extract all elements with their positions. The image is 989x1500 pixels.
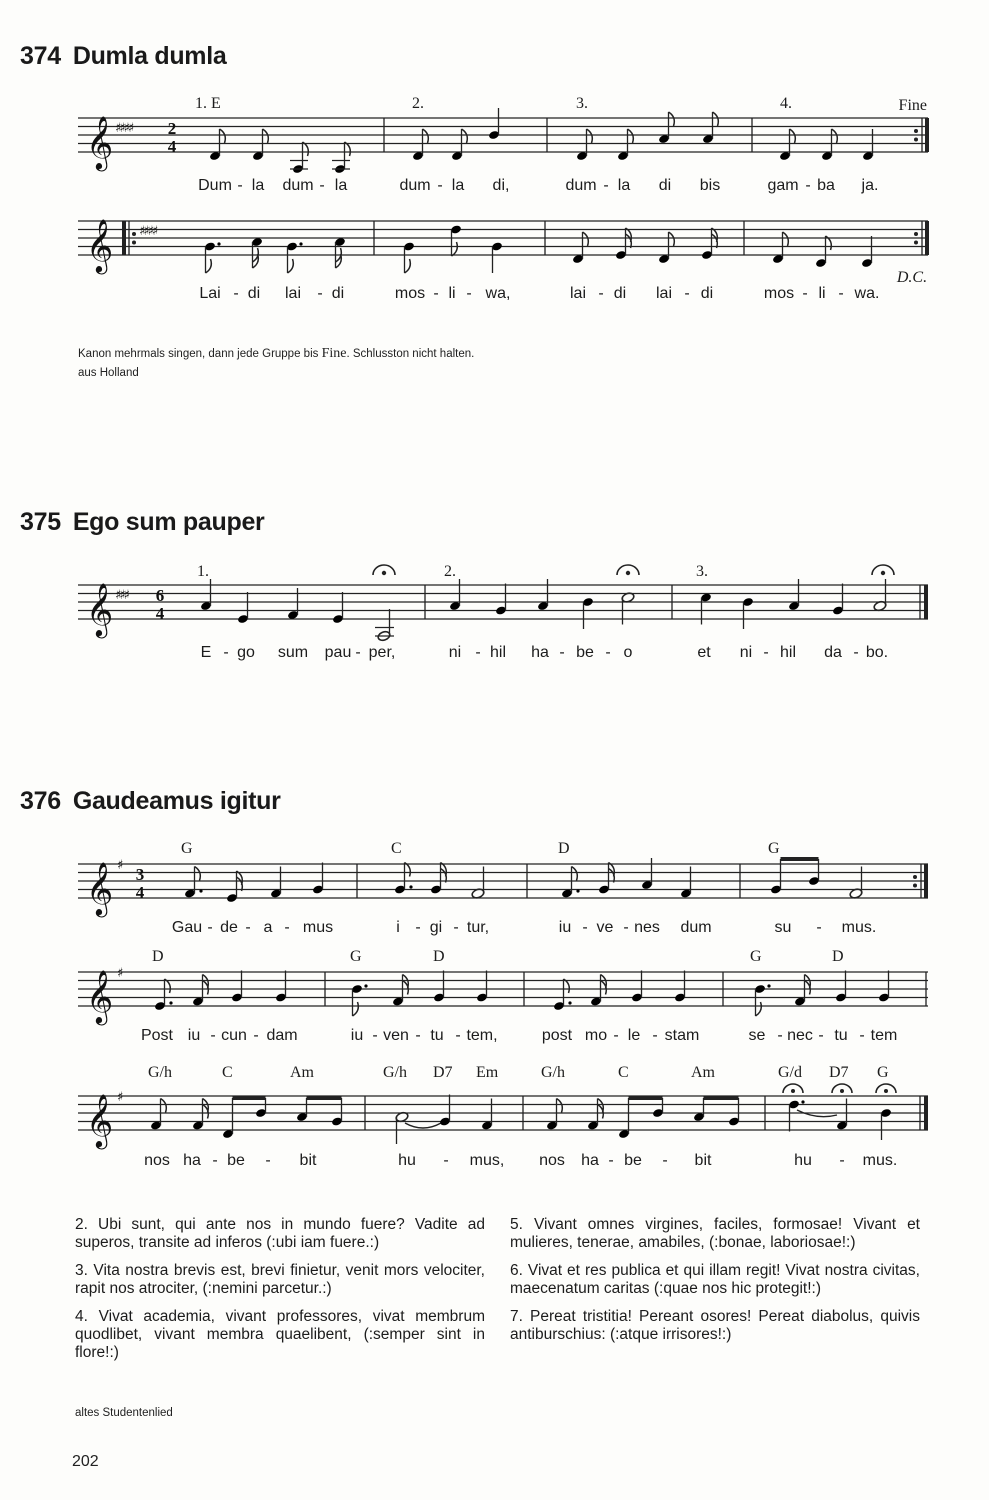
treble-clef-icon: 𝄞: [86, 115, 114, 169]
svg-text:-: -: [613, 1027, 619, 1044]
dc-marking: D.C.: [896, 269, 928, 286]
svg-text:-: -: [608, 1152, 614, 1169]
svg-text:i: i: [396, 919, 400, 936]
svg-text:di,: di,: [492, 177, 510, 194]
svg-text:C: C: [222, 1064, 233, 1081]
svg-text:hu: hu: [794, 1152, 812, 1169]
notes-374-2: [204, 224, 873, 273]
svg-text:-: -: [816, 919, 822, 936]
svg-text:-: -: [223, 644, 229, 661]
svg-text:di: di: [700, 285, 714, 302]
canon-entry-2: 2.: [412, 95, 424, 112]
svg-text:ha: ha: [581, 1152, 599, 1169]
svg-text:-: -: [838, 285, 844, 302]
canon-entry-4: 4.: [780, 95, 792, 112]
svg-text:-: -: [453, 919, 459, 936]
svg-text:-: -: [253, 1027, 259, 1044]
lyrics-375: [201, 644, 888, 661]
svg-text:-: -: [839, 1152, 845, 1169]
verse-4: 4. Vivat academia, vivant professores, vivat membrum quodlibet, vivant membra quaelibent, (:semper sint in flore!:): [75, 1308, 485, 1361]
svg-text:-: -: [605, 644, 611, 661]
svg-text:-: -: [684, 285, 690, 302]
canon-entry-2: 2.: [444, 563, 456, 580]
svg-text:-: -: [818, 1027, 824, 1044]
svg-text:de: de: [220, 919, 238, 936]
svg-text:mus.: mus.: [841, 919, 877, 936]
svg-text:D7: D7: [829, 1064, 849, 1081]
svg-text:sum: sum: [277, 644, 309, 661]
time-sig-top: 2: [167, 119, 177, 138]
svg-text:le: le: [627, 1027, 641, 1044]
verses-left-column: [75, 1216, 485, 1372]
svg-text:D: D: [433, 948, 445, 965]
svg-text:D: D: [832, 948, 844, 965]
svg-text:G/h: G/h: [383, 1064, 407, 1081]
svg-text:-: -: [853, 644, 859, 661]
svg-text:be: be: [624, 1152, 642, 1169]
svg-text:la: la: [334, 177, 348, 194]
svg-text:lai: lai: [569, 285, 587, 302]
score-gaudeamus-igitur: [0, 835, 989, 1180]
svg-text:et: et: [697, 644, 711, 661]
lyrics-376-1: [172, 919, 876, 936]
chords-376-2: [152, 948, 844, 965]
svg-text:Am: Am: [691, 1064, 715, 1081]
svg-text:-: -: [433, 285, 439, 302]
performance-instruction: Kanon mehrmals singen, dann jede Gruppe bis Fine. Schlusston nicht halten.: [78, 346, 475, 361]
staff-374-1: [78, 118, 928, 152]
svg-text:per,: per,: [368, 644, 396, 661]
song-title-374: 374 Dumla dumla: [20, 42, 227, 70]
svg-text:bo.: bo.: [865, 644, 889, 661]
svg-text:bis: bis: [699, 177, 721, 194]
svg-text:-: -: [237, 177, 243, 194]
chords-376-1: [181, 840, 780, 857]
svg-text:ha: ha: [183, 1152, 201, 1169]
song-title-375: 375 Ego sum pauper: [20, 508, 265, 536]
svg-text:tem,: tem,: [466, 1027, 498, 1044]
svg-text:-: -: [559, 644, 565, 661]
svg-text:D: D: [152, 948, 164, 965]
svg-text:ven: ven: [383, 1027, 409, 1044]
svg-text:di: di: [331, 285, 345, 302]
svg-text:hu: hu: [398, 1152, 416, 1169]
svg-text:di: di: [658, 177, 672, 194]
verse-5: 5. Vivant omnes virgines, faciles, formosae! Vivant et mulieres, tenerae, amabiles, (:bonae, laboriosae!:): [510, 1216, 920, 1251]
svg-text:ja.: ja.: [861, 177, 879, 194]
svg-text:su: su: [774, 919, 792, 936]
svg-text:bit: bit: [694, 1152, 712, 1169]
svg-text:-: -: [763, 644, 769, 661]
lyrics-376-3: [144, 1152, 897, 1169]
svg-text:-: -: [623, 919, 629, 936]
svg-text:-: -: [662, 1152, 668, 1169]
svg-text:-: -: [210, 1027, 216, 1044]
svg-text:-: -: [582, 919, 588, 936]
verse-2: 2. Ubi sunt, qui ante nos in mundo fuere? Vadite ad superos, transite ad inferos (:ubi iam fuere.:): [75, 1216, 485, 1251]
verse-7: 7. Pereat tristitia! Pereant osores! Pereat diabolus, quivis antiburschius: (:atque irrisores!:): [510, 1308, 920, 1343]
svg-text:-: -: [372, 1027, 378, 1044]
svg-text:li: li: [818, 285, 826, 302]
svg-text:-: -: [245, 919, 251, 936]
verse-6: 6. Vivat et res publica et qui illam regit! Vivat nostra civitas, maecenatum caritas (:quae nos hic protegit!:): [510, 1262, 920, 1297]
svg-text:da: da: [824, 644, 842, 661]
svg-text:tu: tu: [834, 1027, 848, 1044]
time-sig-bottom: 4: [167, 137, 177, 156]
svg-text:la: la: [251, 177, 265, 194]
svg-text:G/h: G/h: [148, 1064, 172, 1081]
svg-text:-: -: [207, 919, 213, 936]
svg-text:D: D: [558, 840, 570, 857]
svg-text:iu: iu: [350, 1027, 364, 1044]
key-signature: ♯♯♯♯: [115, 121, 133, 136]
svg-text:nec: nec: [787, 1027, 813, 1044]
svg-text:G: G: [350, 948, 362, 965]
svg-text:lai: lai: [284, 285, 302, 302]
svg-text:-: -: [603, 177, 609, 194]
notes-376-3: [150, 1095, 892, 1145]
svg-text:bit: bit: [299, 1152, 317, 1169]
time-sig-bottom: 4: [135, 883, 145, 902]
treble-clef-icon: 𝄞: [86, 969, 114, 1023]
svg-text:-: -: [319, 177, 325, 194]
treble-clef-icon: 𝄞: [86, 582, 114, 636]
score-ego-sum-pauper: [0, 555, 989, 675]
svg-text:-: -: [859, 1027, 865, 1044]
svg-text:nos: nos: [539, 1152, 565, 1169]
time-sig-bottom: 4: [155, 604, 165, 623]
svg-text:be: be: [227, 1152, 245, 1169]
svg-text:nes: nes: [634, 919, 660, 936]
svg-text:tur,: tur,: [466, 919, 490, 936]
svg-text:Lai: Lai: [199, 285, 221, 302]
svg-text:-: -: [317, 285, 323, 302]
svg-text:Am: Am: [290, 1064, 314, 1081]
svg-text:ni: ni: [739, 644, 753, 661]
svg-text:mus,: mus,: [469, 1152, 505, 1169]
fine-marking: Fine: [898, 97, 927, 114]
svg-text:post: post: [541, 1027, 573, 1044]
svg-text:lai: lai: [655, 285, 673, 302]
svg-text:di: di: [613, 285, 627, 302]
canon-entry-3: 3.: [696, 563, 708, 580]
svg-text:D7: D7: [433, 1064, 453, 1081]
svg-text:-: -: [652, 1027, 658, 1044]
svg-text:se: se: [748, 1027, 766, 1044]
svg-text:C: C: [618, 1064, 629, 1081]
canon-entry-1: 1. E: [195, 95, 221, 112]
svg-text:-: -: [805, 177, 811, 194]
svg-text:la: la: [451, 177, 465, 194]
svg-text:wa.: wa.: [854, 285, 880, 302]
svg-text:dum: dum: [282, 177, 314, 194]
svg-text:G: G: [768, 840, 780, 857]
svg-text:di: di: [247, 285, 261, 302]
song-origin-374: aus Holland: [78, 367, 139, 379]
svg-text:mus.: mus.: [862, 1152, 898, 1169]
svg-text:-: -: [475, 644, 481, 661]
svg-text:ni: ni: [448, 644, 462, 661]
svg-text:hil: hil: [779, 644, 797, 661]
score-dumla-dumla: [0, 90, 989, 320]
staff-376-1: [78, 864, 928, 898]
svg-text:-: -: [415, 1027, 421, 1044]
page-number: 202: [72, 1453, 99, 1470]
svg-text:ve: ve: [596, 919, 614, 936]
key-signature: ♯♯♯: [115, 588, 128, 603]
svg-text:stam: stam: [664, 1027, 700, 1044]
chords-376-3: [148, 1064, 889, 1081]
svg-text:be: be: [576, 644, 594, 661]
svg-text:mo: mo: [584, 1027, 608, 1044]
svg-text:-: -: [777, 1027, 783, 1044]
staff-375: [78, 585, 928, 619]
svg-text:gam: gam: [767, 177, 799, 194]
svg-text:li: li: [448, 285, 456, 302]
svg-text:-: -: [355, 644, 361, 661]
lyrics-374-2: [199, 285, 879, 302]
svg-text:cun: cun: [221, 1027, 247, 1044]
svg-text:tu: tu: [430, 1027, 444, 1044]
song-title-376: 376 Gaudeamus igitur: [20, 787, 281, 815]
svg-text:-: -: [455, 1027, 461, 1044]
svg-text:la: la: [617, 177, 631, 194]
lyrics-374-1: [198, 177, 878, 194]
svg-text:dum: dum: [399, 177, 431, 194]
svg-text:G: G: [877, 1064, 889, 1081]
svg-text:E: E: [200, 644, 212, 661]
lyrics-376-2: [141, 1027, 897, 1044]
svg-text:Post: Post: [140, 1027, 174, 1044]
svg-text:mos: mos: [763, 285, 795, 302]
key-signature: ♯: [117, 858, 124, 873]
svg-text:tem: tem: [870, 1027, 898, 1044]
svg-text:hil: hil: [489, 644, 507, 661]
svg-text:o: o: [623, 644, 633, 661]
song-origin-376: altes Studentenlied: [75, 1407, 173, 1419]
svg-text:iu: iu: [187, 1027, 201, 1044]
svg-text:-: -: [443, 1152, 449, 1169]
svg-text:dum: dum: [680, 919, 712, 936]
svg-text:C: C: [391, 840, 402, 857]
additional-verses: [75, 1216, 920, 1372]
time-sig-top: 3: [135, 865, 145, 884]
verses-right-column: [510, 1216, 920, 1372]
svg-text:dam: dam: [266, 1027, 298, 1044]
treble-clef-icon: 𝄞: [86, 218, 114, 272]
svg-text:pau: pau: [324, 644, 352, 661]
treble-clef-icon: 𝄞: [86, 861, 114, 915]
svg-text:-: -: [284, 919, 290, 936]
svg-text:G: G: [750, 948, 762, 965]
svg-text:go: go: [237, 644, 255, 661]
svg-text:mus: mus: [302, 919, 334, 936]
svg-text:nos: nos: [144, 1152, 170, 1169]
svg-text:mos: mos: [394, 285, 426, 302]
svg-text:ba: ba: [817, 177, 835, 194]
svg-text:ha: ha: [531, 644, 549, 661]
canon-entry-3: 3.: [576, 95, 588, 112]
svg-text:G/d: G/d: [778, 1064, 802, 1081]
key-signature: ♯♯♯♯: [139, 224, 157, 239]
time-sig-top: 6: [155, 586, 165, 605]
svg-text:Gau: Gau: [171, 919, 203, 936]
svg-text:-: -: [598, 285, 604, 302]
svg-text:G: G: [181, 840, 193, 857]
canon-entry-1: 1.: [197, 563, 209, 580]
treble-clef-icon: 𝄞: [86, 1093, 114, 1147]
notes-376-2: [154, 971, 890, 1017]
fermata-icon: [783, 1084, 896, 1093]
svg-text:-: -: [466, 285, 472, 302]
verse-3: 3. Vita nostra brevis est, brevi finietur, venit mors velociter, rapit nos atrociter, (:nemini parcetur.:): [75, 1262, 485, 1297]
svg-text:Dum: Dum: [198, 177, 232, 194]
svg-text:-: -: [415, 919, 421, 936]
svg-text:wa,: wa,: [485, 285, 511, 302]
svg-text:-: -: [233, 285, 239, 302]
key-signature: ♯: [117, 1090, 124, 1105]
svg-text:G/h: G/h: [541, 1064, 565, 1081]
svg-text:-: -: [437, 177, 443, 194]
svg-text:Em: Em: [476, 1064, 499, 1081]
svg-text:iu: iu: [558, 919, 572, 936]
svg-text:-: -: [265, 1152, 271, 1169]
svg-text:-: -: [212, 1152, 218, 1169]
key-signature: ♯: [117, 966, 124, 981]
svg-text:dum: dum: [565, 177, 597, 194]
svg-text:a: a: [263, 919, 273, 936]
svg-text:gi: gi: [429, 919, 443, 936]
svg-text:-: -: [802, 285, 808, 302]
